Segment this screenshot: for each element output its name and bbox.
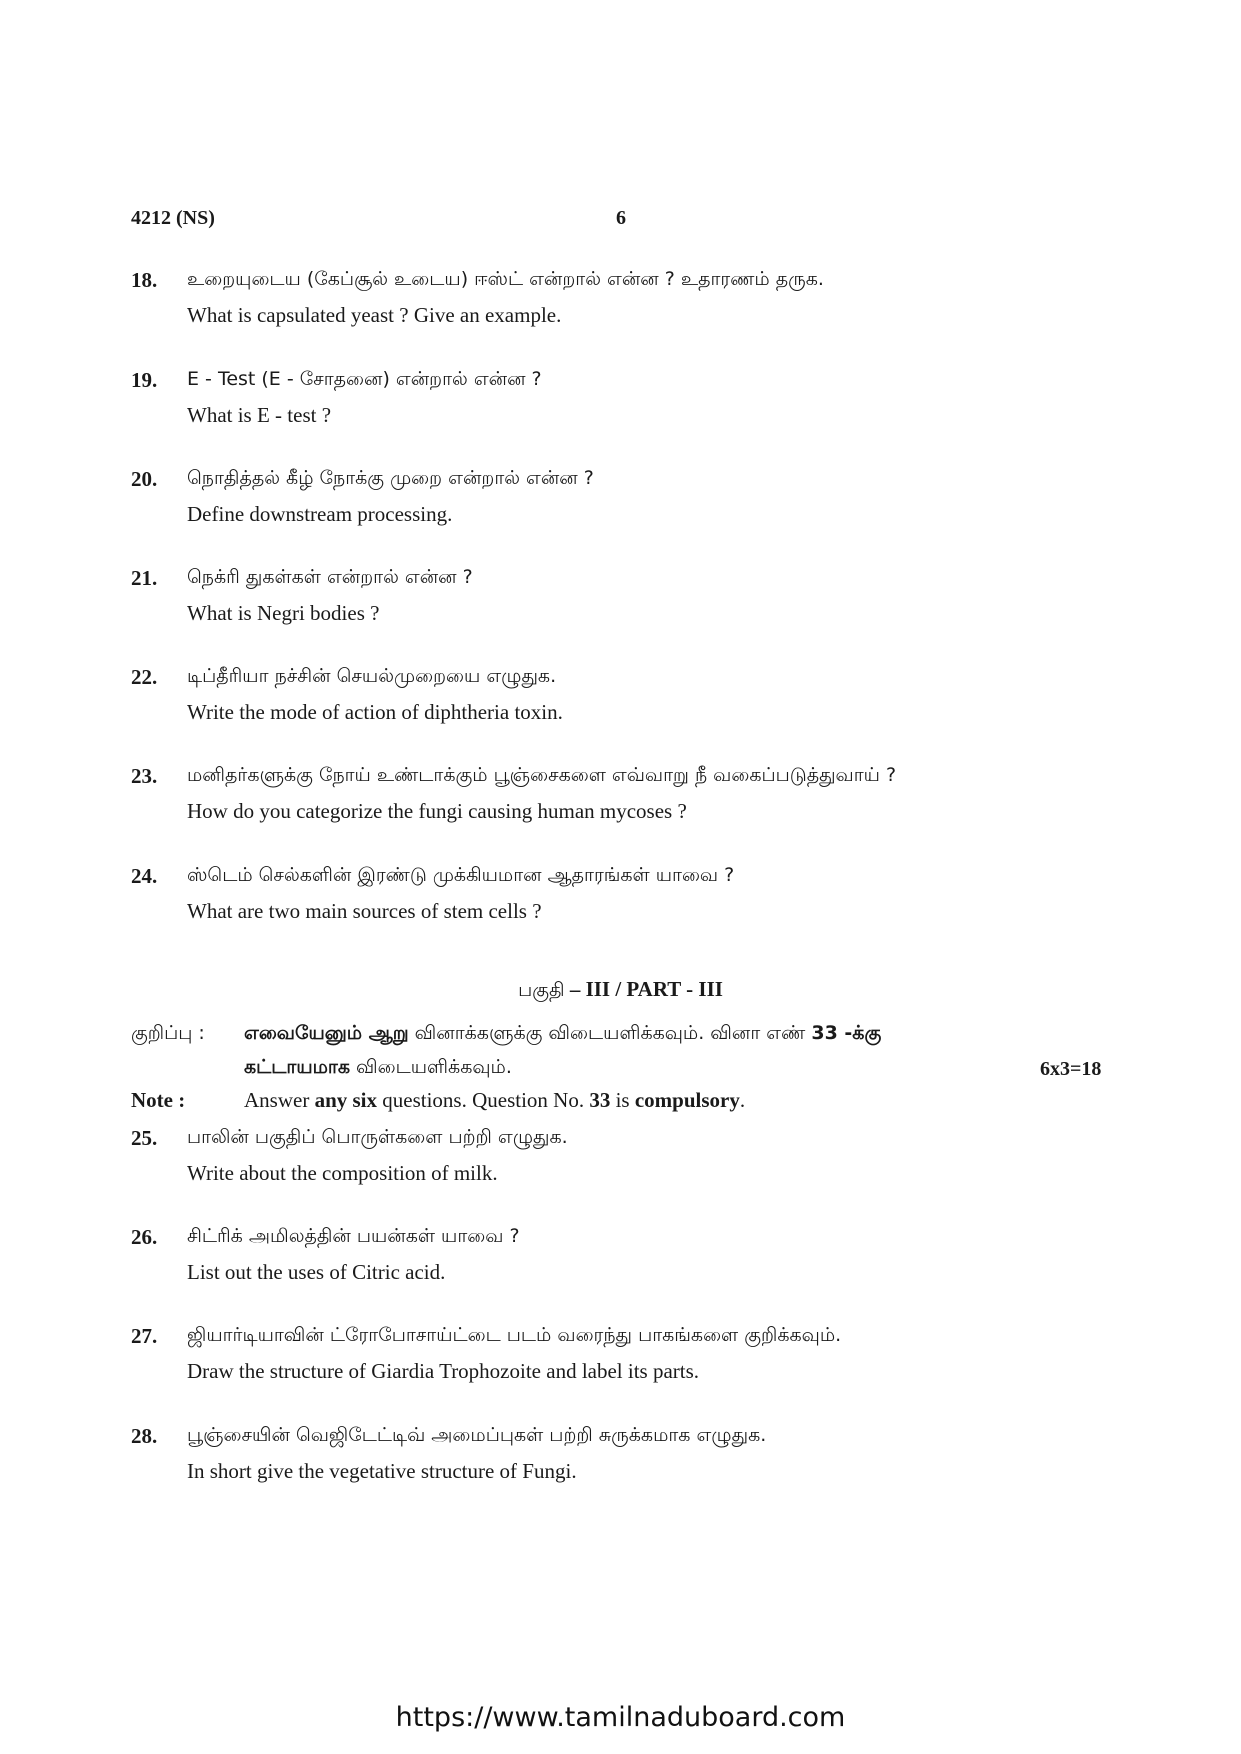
note-tamil-label: குறிப்பு : xyxy=(131,1022,205,1044)
question-tamil: ஜியார்டியாவின் ட்ரோபோசாய்ட்டை படம் வரைந்து பாகங்களை குறிக்கவும். xyxy=(187,1324,842,1346)
question-number: 23. xyxy=(131,764,158,788)
question-tamil: உறையுடைய (கேப்சூல் உடைய) ஈஸ்ட் என்றால் என்ன ? உதாரணம் தருக. xyxy=(187,268,824,290)
footer-url: https://www.tamilnaduboard.com xyxy=(395,1702,846,1733)
note-text-part: questions. Question No. xyxy=(377,1088,590,1112)
question-tamil: மனிதர்களுக்கு நோய் உண்டாக்கும் பூஞ்சைகளை எவ்வாறு நீ வகைப்படுத்துவாய் ? xyxy=(187,764,897,786)
note-text-part: Answer xyxy=(244,1088,315,1112)
question-english: How do you categorize the fungi causing human mycoses ? xyxy=(187,799,687,823)
question-english: List out the uses of Citric acid. xyxy=(187,1260,446,1284)
marks-scheme: 6x3=18 xyxy=(1040,1058,1102,1080)
question-english: What is Negri bodies ? xyxy=(187,601,380,625)
question-tamil: நொதித்தல் கீழ் நோக்கு முறை என்றால் என்ன ? xyxy=(187,467,594,489)
question-english: Write the mode of action of diphtheria toxin. xyxy=(187,700,563,724)
question-number: 28. xyxy=(131,1424,158,1448)
part-heading-tamil: பகுதி xyxy=(518,979,565,1001)
paper-code: 4212 (NS) xyxy=(131,207,215,229)
note-tamil-text: வினாக்களுக்கு விடையளிக்கவும். வினா எண் xyxy=(408,1022,812,1044)
question-number: 24. xyxy=(131,864,158,888)
question-tamil: பூஞ்சையின் வெஜிடேட்டிவ் அமைப்புகள் பற்றி சுருக்கமாக எழுதுக. xyxy=(187,1424,767,1446)
question-tamil: சிட்ரிக் அமிலத்தின் பயன்கள் யாவை ? xyxy=(187,1225,520,1247)
page-number: 6 xyxy=(616,207,626,229)
question-english: In short give the vegetative structure of Fungi. xyxy=(187,1459,577,1483)
question-tamil: டிப்தீரியா நச்சின் செயல்முறையை எழுதுக. xyxy=(187,665,557,687)
question-english: Write about the composition of milk. xyxy=(187,1161,498,1185)
question-tamil: நெக்ரி துகள்கள் என்றால் என்ன ? xyxy=(187,566,473,588)
question-number: 25. xyxy=(131,1126,158,1150)
note-tamil-text-2: விடையளிக்கவும். xyxy=(349,1056,512,1078)
question-tamil: E - Test (E - சோதனை) என்றால் என்ன ? xyxy=(187,368,542,390)
note-tamil-question-ref: 33 -க்கு xyxy=(811,1022,882,1044)
question-tamil: பாலின் பகுதிப் பொருள்களை பற்றி எழுதுக. xyxy=(187,1126,568,1148)
note-tamil-line-2 xyxy=(244,1056,512,1081)
note-compulsory: compulsory xyxy=(634,1088,740,1112)
question-number: 21. xyxy=(131,566,158,590)
question-number: 22. xyxy=(131,665,158,689)
question-number: 19. xyxy=(131,368,158,392)
question-english: Draw the structure of Giardia Trophozoite and label its parts. xyxy=(187,1359,700,1383)
note-english-text xyxy=(244,1088,745,1113)
question-english: What is capsulated yeast ? Give an example. xyxy=(187,303,562,327)
part-heading xyxy=(0,977,1241,1004)
question-english: What are two main sources of stem cells ? xyxy=(187,899,542,923)
question-tamil: ஸ்டெம் செல்களின் இரண்டு முக்கியமான ஆதாரங்கள் யாவை ? xyxy=(187,864,735,886)
note-text-part: . xyxy=(739,1088,746,1112)
note-text-part: is xyxy=(610,1088,635,1112)
question-english: What is E - test ? xyxy=(187,403,332,427)
note-tamil-emphasis: எவையேனும் ஆறு xyxy=(244,1022,409,1044)
question-number: 18. xyxy=(131,268,158,292)
note-english-label: Note : xyxy=(131,1088,186,1112)
note-tamil-compulsory: கட்டாயமாக xyxy=(244,1056,350,1078)
question-number: 27. xyxy=(131,1324,158,1348)
note-any-six: any six xyxy=(314,1088,378,1112)
question-number: 26. xyxy=(131,1225,158,1249)
question-number: 20. xyxy=(131,467,158,491)
note-tamil-line-1 xyxy=(244,1022,881,1047)
note-question-number: 33 xyxy=(589,1088,611,1112)
question-english: Define downstream processing. xyxy=(187,502,453,526)
part-heading-english: – III / PART - III xyxy=(564,977,723,1001)
